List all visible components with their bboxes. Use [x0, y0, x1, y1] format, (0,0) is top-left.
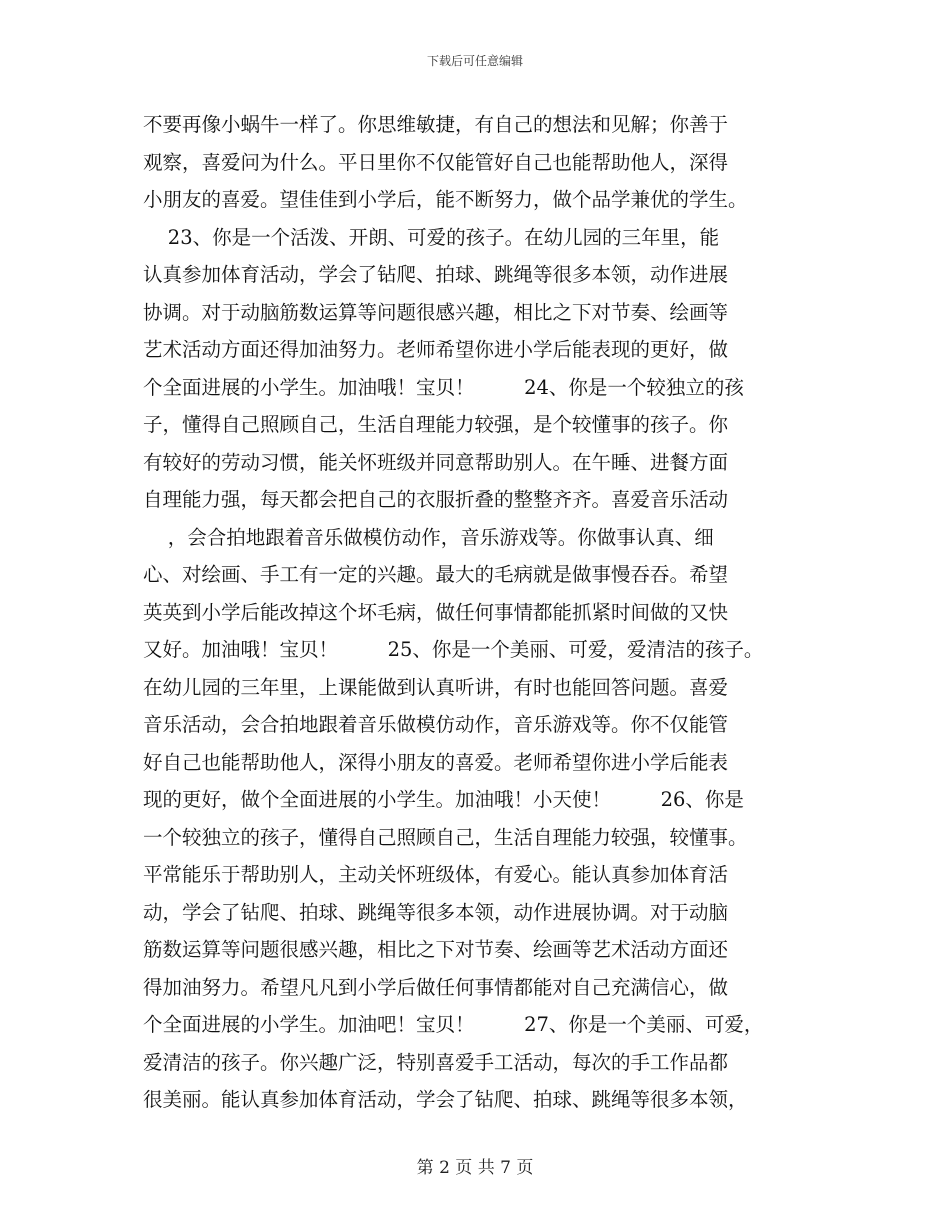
- text-line: 筋数运算等问题很感兴趣，相比之下对节奏、绘画等艺术活动方面还: [143, 938, 729, 961]
- text-line: 现的更好，做个全面进展的小学生。加油哦！小天使！ 26、你是: [143, 788, 744, 811]
- text-line: 艺术活动方面还得加油努力。老师希望你进小学后能表现的更好，做: [143, 338, 729, 361]
- text-line: 好自己也能帮助他人，深得小朋友的喜爱。老师希望你进小学后能表: [143, 750, 729, 774]
- text-line: 子，懂得自己照顾自己，生活自理能力较强，是个较懂事的孩子。你: [143, 413, 729, 436]
- text-line: 很美丽。能认真参加体育活动，学会了钻爬、拍球、跳绳等很多本领，: [143, 1088, 748, 1111]
- text-line: 一个较独立的孩子，懂得自己照顾自己，生活自理能力较强，较懂事。: [143, 825, 748, 849]
- text-line: 23、你是一个活泼、开朗、可爱的孩子。在幼儿园的三年里，能: [143, 225, 720, 249]
- page-number-footer: 第 2 页 共 7 页: [416, 1158, 534, 1178]
- text-line: 在幼儿园的三年里，上课能做到认真听讲，有时也能回答问题。喜爱: [143, 675, 729, 699]
- text-line: 又好。加油哦！宝贝！ 25、你是一个美丽、可爱，爱清洁的孩子。: [143, 638, 764, 661]
- text-line: 有较好的劳动习惯，能关怀班级并同意帮助别人。在午睡、进餐方面: [143, 450, 729, 474]
- text-line: 音乐活动，会合拍地跟着音乐做模仿动作，音乐游戏等。你不仅能管: [143, 713, 729, 736]
- text-line: 观察，喜爱问为什么。平日里你不仅能管好自己也能帮助他人，深得: [143, 150, 729, 174]
- text-line: 平常能乐于帮助别人，主动关怀班级体，有爱心。能认真参加体育活: [143, 863, 729, 886]
- text-line: 个全面进展的小学生。加油哦！宝贝！ 24、你是一个较独立的孩: [143, 375, 744, 399]
- text-line: 自理能力强，每天都会把自己的衣服折叠的整整齐齐。喜爱音乐活动: [143, 488, 729, 511]
- document-body: [143, 106, 843, 1119]
- text-line: 不要再像小蜗牛一样了。你思维敏捷，有自己的想法和见解；你善于: [143, 113, 729, 136]
- page-header-note: 下载后可任意编辑: [426, 54, 523, 68]
- text-line: 爱清洁的孩子。你兴趣广泛，特别喜爱手工活动，每次的手工作品都: [143, 1050, 729, 1074]
- text-line: 认真参加体育活动，学会了钻爬、拍球、跳绳等很多本领，动作进展: [143, 263, 729, 286]
- text-line: 动，学会了钻爬、拍球、跳绳等很多本领，动作进展协调。对于动脑: [143, 900, 729, 924]
- text-line: 小朋友的喜爱。望佳佳到小学后，能不断努力，做个品学兼优的学生。: [143, 188, 748, 211]
- text-line: 得加油努力。希望凡凡到小学后做任何事情都能对自己充满信心，做: [143, 975, 729, 999]
- text-line: 英英到小学后能改掉这个坏毛病，做任何事情都能抓紧时间做的又快: [143, 600, 729, 624]
- text-line: 心、对绘画、手工有一定的兴趣。最大的毛病就是做事慢吞吞。希望: [143, 563, 729, 586]
- text-line: 个全面进展的小学生。加油吧！宝贝！ 27、你是一个美丽、可爱，: [143, 1013, 764, 1036]
- text-line: ，会合拍地跟着音乐做模仿动作，音乐游戏等。你做事认真、细: [143, 525, 714, 549]
- text-line: 协调。对于动脑筋数运算等问题很感兴趣，相比之下对节奏、绘画等: [143, 300, 729, 324]
